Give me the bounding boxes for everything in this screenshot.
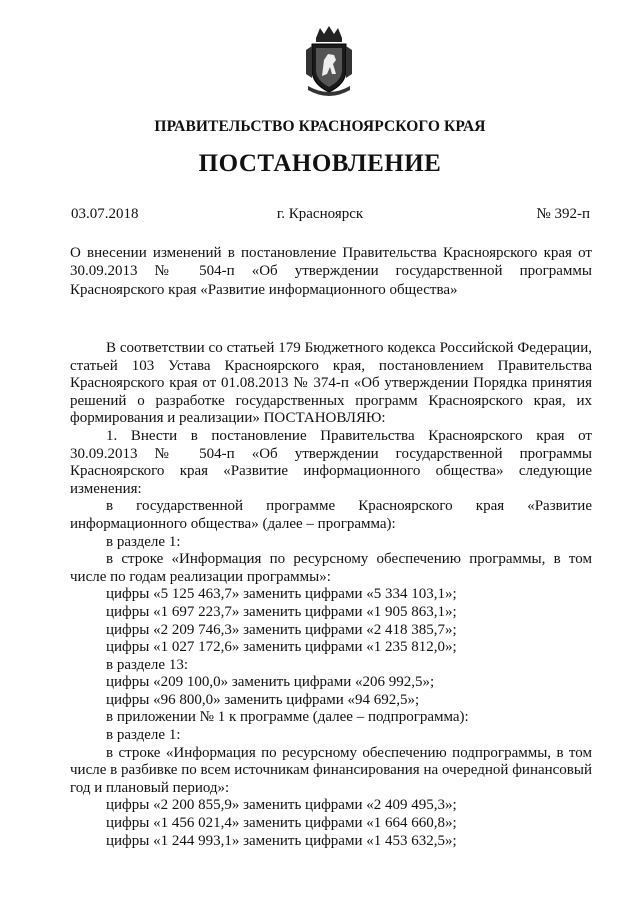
paragraph: в государственной программе Красноярского края «Развитие информационного общества» (далее – программа): (70, 498, 592, 532)
list-item: цифры «209 100,0» заменить цифрами «206 992,5»; (106, 674, 435, 691)
list-item: цифры «1 456 021,4» заменить цифрами «1 664 660,8»; (106, 815, 457, 832)
list-item: цифры «2 200 855,9» заменить цифрами «2 409 495,3»; (106, 797, 457, 814)
list-item: цифры «5 125 463,7» заменить цифрами «5 334 103,1»; (106, 586, 457, 603)
paragraph: в разделе 1: (106, 727, 181, 744)
list-item: цифры «1 244 993,1» заменить цифрами «1 453 632,5»; (106, 832, 457, 849)
list-item: цифры «2 209 746,3» заменить цифрами «2 418 385,7»; (106, 621, 457, 638)
list-item: цифры «1 697 223,7» заменить цифрами «1 905 863,1»; (106, 603, 457, 620)
paragraph: В соответствии со статьей 179 Бюджетного кодекса Российской Федерации, статьей 103 Устава Красноярского края, постановлением Правительства Красноярского края от 01.08.2013 № 374-п «Об утверждении Порядка принятия решений о разработке государственных программ Красноярского края, их формирования и реализации» ПОСТАНОВЛЯЮ: (70, 340, 592, 427)
paragraph: 1. Внести в постановление Правительства Красноярского края от 30.09.2013 № 504-п «Об утверждении государственной программы Красноярского края «Развитие информационного общества» следующие изменения: (70, 427, 592, 497)
document-body (70, 340, 592, 850)
paragraph: в разделе 13: (106, 656, 188, 673)
document-type: ПОСТАНОВЛЕНИЕ (198, 150, 442, 177)
paragraph: в приложении № 1 к программе (далее – подпрограмма): (106, 709, 469, 726)
document-city: г. Красноярск (276, 206, 364, 222)
authority-name: ПРАВИТЕЛЬСТВО КРАСНОЯРСКОГО КРАЯ (154, 118, 486, 135)
coat-of-arms-icon (302, 24, 356, 96)
document-number: № 392-п (536, 206, 590, 222)
paragraph: в строке «Информация по ресурсному обеспечению программы, в том числе по годам реализации программы»: (70, 551, 592, 585)
paragraph: в разделе 1: (106, 533, 181, 550)
list-item: цифры «96 800,0» заменить цифрами «94 692,5»; (106, 691, 420, 708)
document-subject: О внесении изменений в постановление Правительства Красноярского края от 30.09.2013 № 504-п «Об утверждении государственной программы Красноярского края «Развитие информационного общества» (70, 245, 592, 298)
paragraph: в строке «Информация по ресурсному обеспечению подпрограммы, в том числе в разбивке по всем источникам финансирования на очередной финансовый год и плановый период»: (70, 744, 592, 796)
list-item: цифры «1 027 172,6» заменить цифрами «1 235 812,0»; (106, 639, 457, 656)
document-date: 03.07.2018 (71, 206, 139, 222)
